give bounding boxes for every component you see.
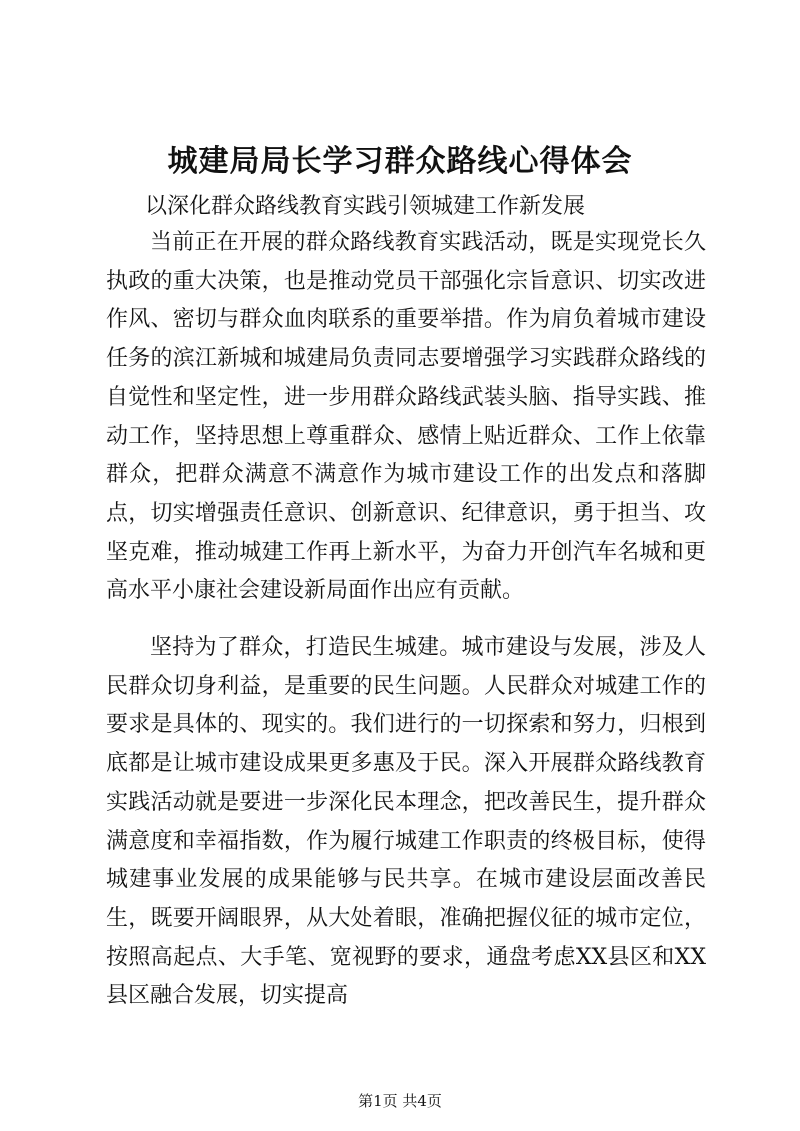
page-subtitle: 以深化群众路线教育实践引领城建工作新发展 <box>145 194 586 219</box>
page-title: 城建局局长学习群众路线心得体会 <box>167 144 633 179</box>
body-paragraph: 坚持为了群众，打造民生城建。城市建设与发展，涉及人民群众切身利益，是重要的民生问题。人民群众对城建工作的要求是具体的、现实的。我们进行的一切探索和努力，归根到底都是让城市建设成果更多惠及于民。深入开展群众路线教育实践活动就是要进一步深化民本理念，把改善民生，提升群众满意度和幸福指数，作为履行城建工作职责的终极目标，使得城建事业发展的成果能够与民共享。在城市建设层面改善民生，既要开阔眼界，从大处着眼，准确把握仪征的城市定位，按照高起点、大手笔、宽视野的要求，通盘考虑XX县区和XX县区融合发展，切实提高 <box>106 635 706 1009</box>
body-paragraph: 当前正在开展的群众路线教育实践活动，既是实现党长久执政的重大决策，也是推动党员干部强化宗旨意识、切实改进作风、密切与群众血肉联系的重要举措。作为肩负着城市建设任务的滨江新城和城建局负责同志要增强学习实践群众路线的自觉性和坚定性，进一步用群众路线武装头脑、指导实践、推动工作，坚持思想上尊重群众、感情上贴近群众、工作上依靠群众，把群众满意不满意作为城市建设工作的出发点和落脚点，切实增强责任意识、创新意识、纪律意识，勇于担当、攻坚克难，推动城建工作再上新水平，为奋力开创汽车名城和更高水平小康社会建设新局面作出应有贡献。 <box>106 230 706 604</box>
page-number-footer: 第1页 共4页 <box>358 1092 442 1110</box>
